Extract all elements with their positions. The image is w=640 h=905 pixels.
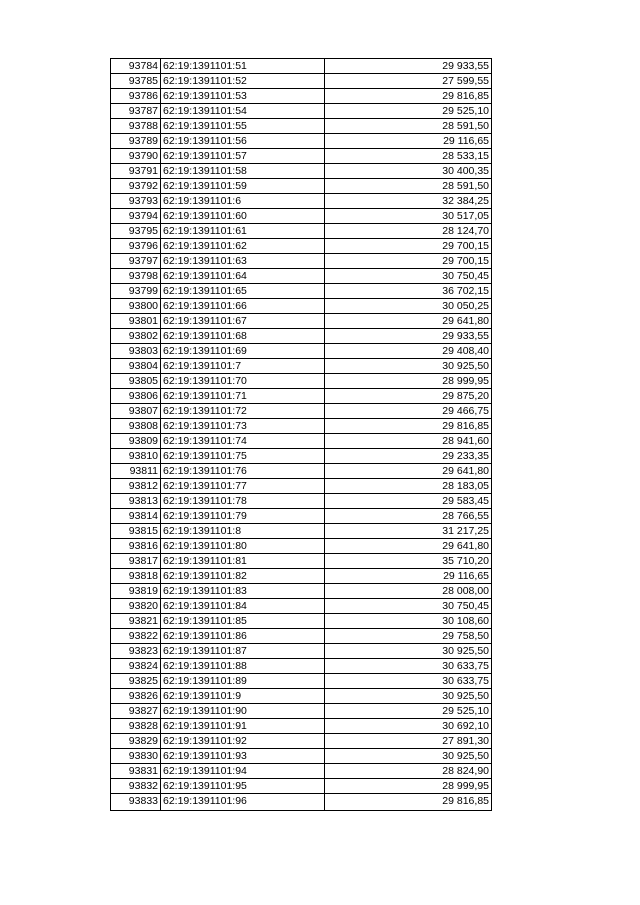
value-cell: 28 591,50 xyxy=(325,119,492,134)
value-cell: 30 400,35 xyxy=(325,164,492,179)
cadastral-number-cell: 62:19:1391101:66 xyxy=(161,299,325,314)
registry-table xyxy=(110,58,492,811)
row-number-cell: 93786 xyxy=(111,89,161,104)
value-cell: 30 633,75 xyxy=(325,659,492,674)
table-row xyxy=(111,209,492,224)
value-cell: 29 641,80 xyxy=(325,539,492,554)
table-row xyxy=(111,374,492,389)
table-row xyxy=(111,434,492,449)
row-number-cell: 93833 xyxy=(111,794,161,811)
table-row xyxy=(111,644,492,659)
cadastral-number-cell: 62:19:1391101:6 xyxy=(161,194,325,209)
cadastral-number-cell: 62:19:1391101:71 xyxy=(161,389,325,404)
cadastral-number-cell: 62:19:1391101:86 xyxy=(161,629,325,644)
row-number-cell: 93832 xyxy=(111,779,161,794)
table-row xyxy=(111,194,492,209)
row-number-cell: 93828 xyxy=(111,719,161,734)
cadastral-number-cell: 62:19:1391101:61 xyxy=(161,224,325,239)
value-cell: 29 525,10 xyxy=(325,704,492,719)
table-row xyxy=(111,74,492,89)
row-number-cell: 93810 xyxy=(111,449,161,464)
row-number-cell: 93807 xyxy=(111,404,161,419)
row-number-cell: 93789 xyxy=(111,134,161,149)
value-cell: 29 116,65 xyxy=(325,569,492,584)
value-cell: 29 583,45 xyxy=(325,494,492,509)
value-cell: 28 183,05 xyxy=(325,479,492,494)
table-row xyxy=(111,704,492,719)
value-cell: 30 925,50 xyxy=(325,359,492,374)
row-number-cell: 93814 xyxy=(111,509,161,524)
cadastral-number-cell: 62:19:1391101:79 xyxy=(161,509,325,524)
cadastral-number-cell: 62:19:1391101:73 xyxy=(161,419,325,434)
row-number-cell: 93812 xyxy=(111,479,161,494)
row-number-cell: 93803 xyxy=(111,344,161,359)
row-number-cell: 93791 xyxy=(111,164,161,179)
row-number-cell: 93823 xyxy=(111,644,161,659)
table-row xyxy=(111,404,492,419)
row-number-cell: 93787 xyxy=(111,104,161,119)
value-cell: 28 824,90 xyxy=(325,764,492,779)
row-number-cell: 93817 xyxy=(111,554,161,569)
value-cell: 27 891,30 xyxy=(325,734,492,749)
cadastral-number-cell: 62:19:1391101:88 xyxy=(161,659,325,674)
registry-table-body xyxy=(111,59,492,811)
cadastral-number-cell: 62:19:1391101:76 xyxy=(161,464,325,479)
table-row xyxy=(111,419,492,434)
table-row xyxy=(111,254,492,269)
row-number-cell: 93815 xyxy=(111,524,161,539)
cadastral-number-cell: 62:19:1391101:80 xyxy=(161,539,325,554)
value-cell: 28 766,55 xyxy=(325,509,492,524)
cadastral-number-cell: 62:19:1391101:77 xyxy=(161,479,325,494)
table-row xyxy=(111,584,492,599)
row-number-cell: 93801 xyxy=(111,314,161,329)
value-cell: 29 700,15 xyxy=(325,239,492,254)
row-number-cell: 93790 xyxy=(111,149,161,164)
cadastral-number-cell: 62:19:1391101:58 xyxy=(161,164,325,179)
table-row xyxy=(111,359,492,374)
cadastral-number-cell: 62:19:1391101:60 xyxy=(161,209,325,224)
cadastral-number-cell: 62:19:1391101:83 xyxy=(161,584,325,599)
cadastral-number-cell: 62:19:1391101:62 xyxy=(161,239,325,254)
table-row xyxy=(111,104,492,119)
row-number-cell: 93816 xyxy=(111,539,161,554)
cadastral-number-cell: 62:19:1391101:72 xyxy=(161,404,325,419)
cadastral-number-cell: 62:19:1391101:51 xyxy=(161,59,325,74)
table-row xyxy=(111,779,492,794)
row-number-cell: 93800 xyxy=(111,299,161,314)
table-row xyxy=(111,299,492,314)
table-row xyxy=(111,179,492,194)
row-number-cell: 93808 xyxy=(111,419,161,434)
row-number-cell: 93811 xyxy=(111,464,161,479)
table-row xyxy=(111,464,492,479)
cadastral-number-cell: 62:19:1391101:57 xyxy=(161,149,325,164)
value-cell: 31 217,25 xyxy=(325,524,492,539)
value-cell: 29 816,85 xyxy=(325,89,492,104)
cadastral-number-cell: 62:19:1391101:92 xyxy=(161,734,325,749)
value-cell: 30 750,45 xyxy=(325,269,492,284)
table-row xyxy=(111,164,492,179)
table-row xyxy=(111,689,492,704)
value-cell: 30 692,10 xyxy=(325,719,492,734)
row-number-cell: 93792 xyxy=(111,179,161,194)
row-number-cell: 93788 xyxy=(111,119,161,134)
cadastral-number-cell: 62:19:1391101:94 xyxy=(161,764,325,779)
row-number-cell: 93785 xyxy=(111,74,161,89)
table-row xyxy=(111,284,492,299)
value-cell: 28 533,15 xyxy=(325,149,492,164)
cadastral-number-cell: 62:19:1391101:8 xyxy=(161,524,325,539)
value-cell: 30 517,05 xyxy=(325,209,492,224)
value-cell: 36 702,15 xyxy=(325,284,492,299)
cadastral-number-cell: 62:19:1391101:69 xyxy=(161,344,325,359)
value-cell: 30 050,25 xyxy=(325,299,492,314)
table-row xyxy=(111,134,492,149)
row-number-cell: 93821 xyxy=(111,614,161,629)
cadastral-number-cell: 62:19:1391101:68 xyxy=(161,329,325,344)
table-row xyxy=(111,329,492,344)
row-number-cell: 93824 xyxy=(111,659,161,674)
row-number-cell: 93809 xyxy=(111,434,161,449)
value-cell: 28 124,70 xyxy=(325,224,492,239)
table-row xyxy=(111,569,492,584)
cadastral-number-cell: 62:19:1391101:74 xyxy=(161,434,325,449)
table-row xyxy=(111,749,492,764)
cadastral-number-cell: 62:19:1391101:64 xyxy=(161,269,325,284)
row-number-cell: 93799 xyxy=(111,284,161,299)
value-cell: 29 933,55 xyxy=(325,329,492,344)
table-row xyxy=(111,524,492,539)
value-cell: 29 525,10 xyxy=(325,104,492,119)
table-row xyxy=(111,599,492,614)
value-cell: 28 941,60 xyxy=(325,434,492,449)
table-row xyxy=(111,719,492,734)
cadastral-number-cell: 62:19:1391101:55 xyxy=(161,119,325,134)
row-number-cell: 93818 xyxy=(111,569,161,584)
value-cell: 27 599,55 xyxy=(325,74,492,89)
table-row xyxy=(111,539,492,554)
row-number-cell: 93825 xyxy=(111,674,161,689)
cadastral-number-cell: 62:19:1391101:95 xyxy=(161,779,325,794)
table-row xyxy=(111,629,492,644)
value-cell: 29 641,80 xyxy=(325,464,492,479)
value-cell: 29 700,15 xyxy=(325,254,492,269)
table-row xyxy=(111,764,492,779)
row-number-cell: 93813 xyxy=(111,494,161,509)
value-cell: 29 233,35 xyxy=(325,449,492,464)
value-cell: 29 116,65 xyxy=(325,134,492,149)
value-cell: 30 633,75 xyxy=(325,674,492,689)
cadastral-number-cell: 62:19:1391101:82 xyxy=(161,569,325,584)
row-number-cell: 93819 xyxy=(111,584,161,599)
table-row xyxy=(111,449,492,464)
row-number-cell: 93831 xyxy=(111,764,161,779)
row-number-cell: 93829 xyxy=(111,734,161,749)
cadastral-number-cell: 62:19:1391101:65 xyxy=(161,284,325,299)
table-row xyxy=(111,614,492,629)
table-row xyxy=(111,554,492,569)
cadastral-number-cell: 62:19:1391101:70 xyxy=(161,374,325,389)
row-number-cell: 93827 xyxy=(111,704,161,719)
table-row xyxy=(111,344,492,359)
value-cell: 29 641,80 xyxy=(325,314,492,329)
value-cell: 29 816,85 xyxy=(325,419,492,434)
row-number-cell: 93794 xyxy=(111,209,161,224)
row-number-cell: 93793 xyxy=(111,194,161,209)
cadastral-number-cell: 62:19:1391101:67 xyxy=(161,314,325,329)
table-row xyxy=(111,119,492,134)
table-row xyxy=(111,89,492,104)
row-number-cell: 93796 xyxy=(111,239,161,254)
cadastral-number-cell: 62:19:1391101:81 xyxy=(161,554,325,569)
value-cell: 30 750,45 xyxy=(325,599,492,614)
value-cell: 28 999,95 xyxy=(325,779,492,794)
table-row xyxy=(111,659,492,674)
row-number-cell: 93830 xyxy=(111,749,161,764)
table-row xyxy=(111,674,492,689)
row-number-cell: 93798 xyxy=(111,269,161,284)
cadastral-number-cell: 62:19:1391101:9 xyxy=(161,689,325,704)
cadastral-number-cell: 62:19:1391101:52 xyxy=(161,74,325,89)
table-row xyxy=(111,794,492,811)
table-row xyxy=(111,59,492,74)
cadastral-number-cell: 62:19:1391101:63 xyxy=(161,254,325,269)
value-cell: 30 925,50 xyxy=(325,749,492,764)
cadastral-number-cell: 62:19:1391101:75 xyxy=(161,449,325,464)
table-row xyxy=(111,494,492,509)
cadastral-number-cell: 62:19:1391101:84 xyxy=(161,599,325,614)
cadastral-number-cell: 62:19:1391101:87 xyxy=(161,644,325,659)
row-number-cell: 93784 xyxy=(111,59,161,74)
value-cell: 28 999,95 xyxy=(325,374,492,389)
row-number-cell: 93820 xyxy=(111,599,161,614)
value-cell: 30 108,60 xyxy=(325,614,492,629)
row-number-cell: 93805 xyxy=(111,374,161,389)
table-row xyxy=(111,269,492,284)
table-row xyxy=(111,389,492,404)
row-number-cell: 93826 xyxy=(111,689,161,704)
table-row xyxy=(111,224,492,239)
table-row xyxy=(111,734,492,749)
row-number-cell: 93822 xyxy=(111,629,161,644)
value-cell: 28 008,00 xyxy=(325,584,492,599)
cadastral-number-cell: 62:19:1391101:85 xyxy=(161,614,325,629)
row-number-cell: 93806 xyxy=(111,389,161,404)
cadastral-number-cell: 62:19:1391101:56 xyxy=(161,134,325,149)
value-cell: 30 925,50 xyxy=(325,689,492,704)
table-row xyxy=(111,479,492,494)
cadastral-number-cell: 62:19:1391101:90 xyxy=(161,704,325,719)
table-row xyxy=(111,149,492,164)
row-number-cell: 93804 xyxy=(111,359,161,374)
table-row xyxy=(111,509,492,524)
row-number-cell: 93797 xyxy=(111,254,161,269)
cadastral-number-cell: 62:19:1391101:54 xyxy=(161,104,325,119)
value-cell: 32 384,25 xyxy=(325,194,492,209)
value-cell: 29 875,20 xyxy=(325,389,492,404)
value-cell: 29 758,50 xyxy=(325,629,492,644)
value-cell: 29 408,40 xyxy=(325,344,492,359)
cadastral-number-cell: 62:19:1391101:53 xyxy=(161,89,325,104)
value-cell: 29 816,85 xyxy=(325,794,492,811)
cadastral-number-cell: 62:19:1391101:78 xyxy=(161,494,325,509)
value-cell: 29 933,55 xyxy=(325,59,492,74)
value-cell: 35 710,20 xyxy=(325,554,492,569)
cadastral-number-cell: 62:19:1391101:96 xyxy=(161,794,325,811)
table-row xyxy=(111,239,492,254)
cadastral-number-cell: 62:19:1391101:7 xyxy=(161,359,325,374)
row-number-cell: 93802 xyxy=(111,329,161,344)
cadastral-number-cell: 62:19:1391101:59 xyxy=(161,179,325,194)
cadastral-number-cell: 62:19:1391101:91 xyxy=(161,719,325,734)
cadastral-number-cell: 62:19:1391101:93 xyxy=(161,749,325,764)
value-cell: 28 591,50 xyxy=(325,179,492,194)
cadastral-number-cell: 62:19:1391101:89 xyxy=(161,674,325,689)
row-number-cell: 93795 xyxy=(111,224,161,239)
table-row xyxy=(111,314,492,329)
value-cell: 30 925,50 xyxy=(325,644,492,659)
value-cell: 29 466,75 xyxy=(325,404,492,419)
